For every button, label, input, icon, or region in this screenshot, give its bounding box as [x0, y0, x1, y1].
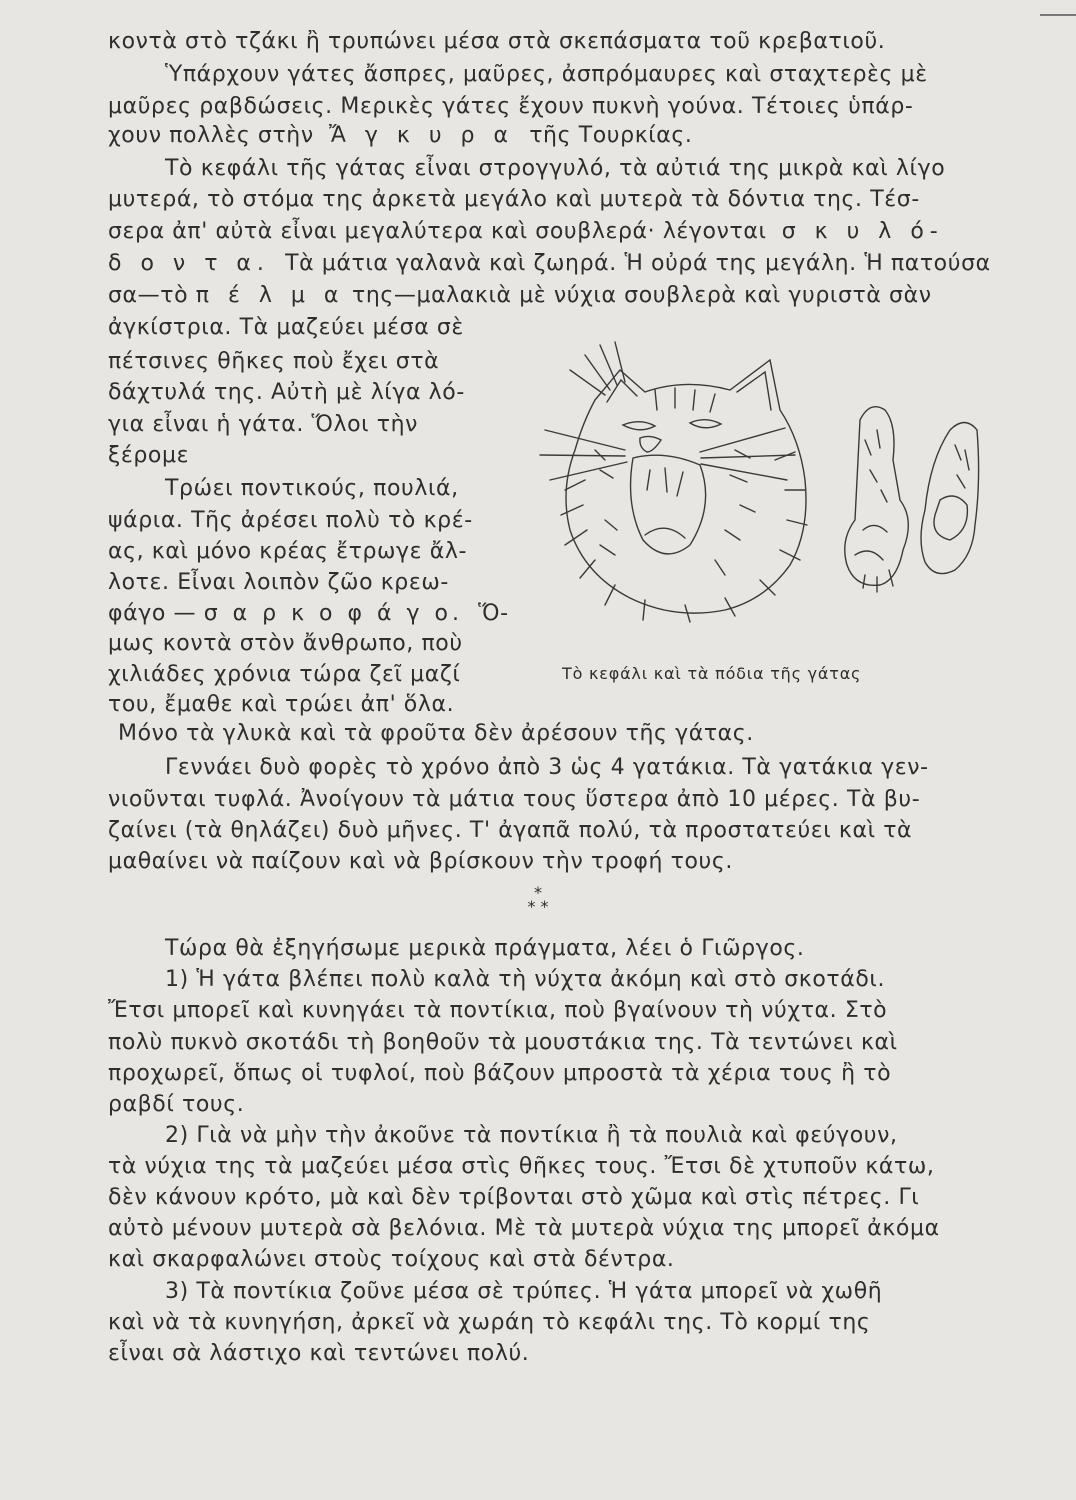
- text-line: [108, 248, 1008, 280]
- text-line: Ὑπάρχουν γάτες ἄσπρες, μαῦρες, ἀσπρόμαυρες καὶ σταχτερὲς μὲ: [165, 62, 928, 87]
- cat-paw-icon: [845, 407, 909, 592]
- text-line: αὐτὸ μένουν μυτερὰ σὰ βελόνια. Μὲ τὰ μυτερὰ νύχια της μπορεῖ ἀκόμα: [108, 1216, 940, 1241]
- separator-stars: * *: [527, 897, 549, 916]
- text-line: του, ἔμαθε καὶ τρώει ἀπ' ὅλα.: [108, 692, 455, 717]
- text-line: ἀγκίστρια. Τὰ μαζεύει μέσα σὲ: [108, 315, 464, 340]
- text-line: Γεννάει δυὸ φορὲς τὸ χρόνο ἀπὸ 3 ὡς 4 γατάκια. Τὰ γατάκια γεν-: [165, 755, 929, 780]
- text-line: 3) Τὰ ποντίκια ζοῦνε μέσα σὲ τρύπες. Ἡ γάτα μπορεῖ νὰ χωθῆ: [165, 1279, 883, 1304]
- text-line: ζαίνει (τὰ θηλάζει) δυὸ μῆνες. Τ' ἀγαπᾶ πολύ, τὰ προστατεύει καὶ τὰ: [108, 818, 913, 843]
- text-line: ξέρομε: [108, 443, 190, 468]
- text-line: [108, 280, 1008, 312]
- spaced-word: δ ο ν τ α.: [108, 251, 270, 276]
- text-segment: Ὅ-: [478, 601, 509, 626]
- spaced-word: π έ λ μ α: [195, 283, 345, 308]
- text-line: ψάρια. Τῆς ἀρέσει πολὺ τὸ κρέ-: [108, 508, 473, 533]
- text-line: καὶ νὰ τὰ κυνηγήση, ἀρκεῖ νὰ χωράη τὸ κεφάλι της. Τὸ κορμί της: [108, 1310, 871, 1335]
- spaced-word: σ α ρ κ ο φ ά γ ο.: [203, 601, 463, 626]
- text-line: 1) Ἡ γάτα βλέπει πολὺ καλὰ τὴ νύχτα ἀκόμη καὶ στὸ σκοτάδι.: [165, 967, 886, 992]
- text-line: πέτσινες θῆκες ποὺ ἔχει στὰ: [108, 349, 440, 374]
- text-line: ραβδί τους.: [108, 1092, 245, 1117]
- text-line: μαθαίνει νὰ παίζουν καὶ νὰ βρίσκουν τὴν τροφή τους.: [108, 849, 733, 874]
- text-line: χιλιάδες χρόνια τώρα ζεῖ μαζί: [108, 662, 461, 687]
- cat-paw-icon: [921, 423, 979, 574]
- spaced-word: σ κ υ λ ό-: [781, 219, 944, 244]
- text-line: 2) Γιὰ νὰ μὴν τὴν ἀκοῦνε τὰ ποντίκια ἢ τὰ πουλιὰ καὶ φεύγουν,: [165, 1123, 898, 1148]
- text-segment: Τὰ μάτια γαλανὰ καὶ ζωηρά. Ἡ οὐρά της μεγάλη. Ἡ πατούσα: [285, 251, 991, 276]
- text-line: προχωρεῖ, ὅπως οἱ τυφλοί, ποὺ βάζουν μπροστὰ τὰ χέρια τους ἢ τὸ: [108, 1061, 892, 1086]
- text-line: Μόνο τὰ γλυκὰ καὶ τὰ φροῦτα δὲν ἀρέσουν τῆς γάτας.: [118, 721, 754, 746]
- text-line: μως κοντὰ στὸν ἄνθρωπο, ποὺ: [108, 631, 463, 656]
- text-line: εἶναι σὰ λάστιχο καὶ τεντώνει πολύ.: [108, 1341, 530, 1366]
- cat-head-and-paws-drawing: [525, 330, 985, 660]
- text-segment: της—μαλακιὰ μὲ νύχια σουβλερὰ καὶ γυριστὰ σὰν: [351, 283, 932, 308]
- margin-mark: [1040, 14, 1076, 16]
- text-line: [108, 598, 508, 630]
- text-segment: σα—τὸ: [108, 283, 189, 308]
- text-line: [108, 216, 1008, 248]
- text-line: πολὺ πυκνὸ σκοτάδι τὴ βοηθοῦν τὰ μουστάκια της. Τὰ τεντώνει καὶ: [108, 1030, 898, 1055]
- text-line: ας, καὶ μόνο κρέας ἔτρωγε ἄλ-: [108, 539, 468, 564]
- text-line: Τὸ κεφάλι τῆς γάτας εἶναι στρογγυλό, τὰ αὐτιά της μικρὰ καὶ λίγο: [165, 156, 946, 181]
- text-line: τὰ νύχια της τὰ μαζεύει μέσα στὶς θῆκες τους. Ἔτσι δὲ χτυποῦν κάτω,: [108, 1154, 935, 1179]
- text-line: καὶ σκαρφαλώνει στοὺς τοίχους καὶ στὰ δέντρα.: [108, 1247, 675, 1272]
- text-line: λοτε. Εἶναι λοιπὸν ζῶο κρεω-: [108, 570, 449, 595]
- text-line: Ἔτσι μπορεῖ καὶ κυνηγάει τὰ ποντίκια, ποὺ βγαίνουν τὴ νύχτα. Στὸ: [108, 998, 888, 1023]
- text-line: Τώρα θὰ ἐξηγήσωμε μερικὰ πράγματα, λέει ὁ Γιῶργος.: [165, 936, 805, 961]
- text-line: [108, 120, 1008, 152]
- text-line: μυτερά, τὸ στόμα της ἀρκετὰ μεγάλο καὶ μυτερὰ τὰ δόντια της. Τέσ-: [108, 187, 920, 212]
- spaced-word: Ἄ γ κ υ ρ α: [328, 123, 515, 148]
- text-line: νιοῦνται τυφλά. Ἀνοίγουν τὰ μάτια τους ὕστερα ἀπὸ 10 μέρες. Τὰ βυ-: [108, 787, 921, 812]
- figure-caption: Τὸ κεφάλι καὶ τὰ πόδια τῆς γάτας: [562, 664, 862, 683]
- text-segment: φάγο —: [108, 601, 197, 626]
- text-line: μαῦρες ραβδώσεις. Μερικὲς γάτες ἔχουν πυκνὴ γούνα. Τέτοιες ὑπάρ-: [108, 94, 914, 119]
- text-segment: χουν πολλὲς στὴν: [108, 123, 314, 148]
- text-segment: σερα ἀπ' αὐτὰ εἶναι μεγαλύτερα καὶ σουβλερά· λέγονται: [108, 219, 767, 244]
- text-line: δὲν κάνουν κρότο, μὰ καὶ δὲν τρίβονται στὸ χῶμα καὶ στὶς πέτρες. Γι: [108, 1185, 920, 1210]
- text-segment: τῆς Τουρκίας.: [529, 123, 693, 148]
- separator-star: *: [534, 883, 542, 902]
- text-line: για εἶναι ἡ γάτα. Ὅλοι τὴν: [108, 412, 419, 437]
- text-line: δάχτυλά της. Αὐτὴ μὲ λίγα λό-: [108, 380, 465, 405]
- cat-head-icon: [540, 342, 807, 622]
- text-line: Τρώει ποντικούς, πουλιά,: [165, 476, 459, 501]
- text-line: κοντὰ στὸ τζάκι ἢ τρυπώνει μέσα στὰ σκεπάσματα τοῦ κρεβατιοῦ.: [108, 29, 886, 54]
